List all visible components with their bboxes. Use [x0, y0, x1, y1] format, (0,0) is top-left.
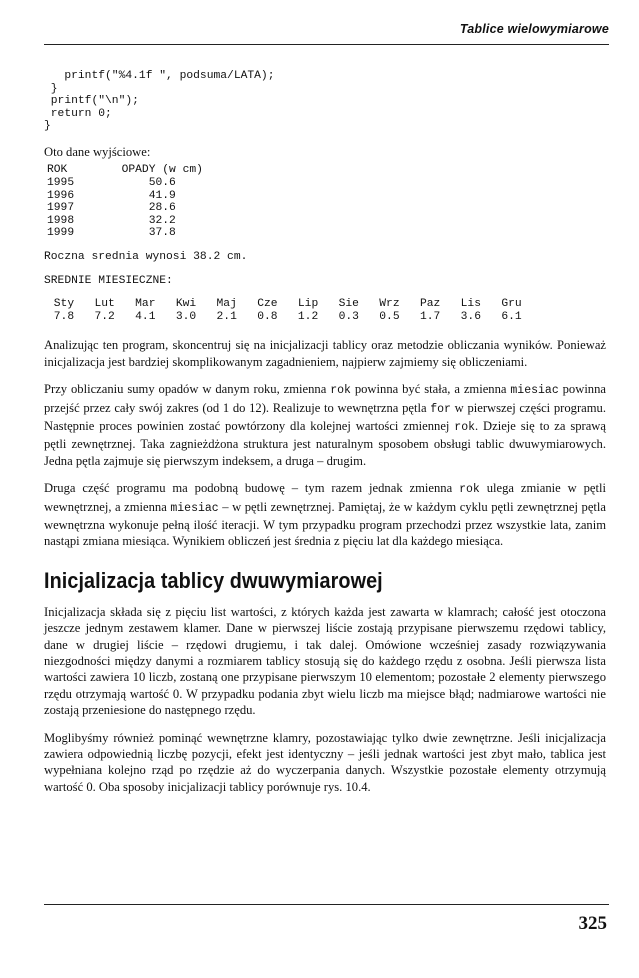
- year-cell: 1997: [47, 202, 75, 215]
- month-label: Mar: [128, 298, 156, 311]
- inline-code: miesiac: [170, 501, 219, 515]
- text-run: Przy obliczaniu sumy opadów w danym roku, zmienna: [44, 382, 331, 397]
- month-label: Lip: [291, 298, 319, 311]
- month-label: Lut: [87, 298, 115, 311]
- monthly-title: SREDNIE MIESIECZNE:: [44, 274, 173, 287]
- year-cell: 1999: [47, 227, 75, 240]
- month-label: Paz: [413, 298, 441, 311]
- rainfall-cell: 50.6: [148, 176, 176, 189]
- inline-code: rok: [459, 483, 480, 497]
- month-value: 0.8: [250, 310, 278, 323]
- month-value: 2.1: [209, 310, 237, 323]
- rainfall-cell: 28.6: [148, 202, 176, 215]
- column-header: ROK: [47, 164, 68, 177]
- monthly-averages-table: [47, 298, 606, 323]
- table-row: [47, 177, 606, 190]
- rainfall-cell: 41.9: [148, 189, 176, 202]
- month-value: 1.7: [413, 310, 441, 323]
- page-number: 325: [578, 913, 607, 934]
- table-row: [47, 164, 606, 177]
- month-label: Cze: [250, 298, 278, 311]
- text-run: . Dzieje się to za sprawą pętli zewnętrznej. Taka zagnieżdżona struktura jest naturalnym sposobem obsługi tablic dwuwymiarowych. Jedna pętla zajmuje się pierwszym indeksem, a druga – drugim.: [44, 418, 606, 468]
- text-run: ulega zmianie w pętli wewnętrznej, a zmienna: [44, 481, 606, 514]
- footer-rule: [44, 904, 609, 905]
- month-value: 1.2: [291, 310, 319, 323]
- table-row: [47, 202, 606, 215]
- paragraph-initialization: Inicjalizacja składa się z pięciu list wartości, z których każda jest zawarta w klamrach; całość jest otoczona jeszcze jednym zestawem klamer. Dane w pierwszej liście zostają przypisane pierwszemu rzędowi tablicy, dane w drugiej liście – rzędowi drugiemu, i tak dalej. Omówione wcześniej zasady rozwiązywania niezgodności między danymi a rozmiarem tablicy stosują się do każdego rzędu z osobna. Jeśli pierwsza lista wartości zawiera 10 liczb, zostaną one przypisane pierwszym 10 elementom; pozostałe 2 elementy pierwszego rzędu otrzymają wartość 0. W przypadku podania zbyt wielu liczb ma miejsce błąd; nadmiarowe wartości nie zostają przeniesione do następnego rzędu.: [44, 604, 606, 718]
- month-label: Wrz: [372, 298, 400, 311]
- month-label: Gru: [494, 298, 522, 311]
- month-label: Lis: [453, 298, 481, 311]
- table-row: [47, 311, 606, 324]
- text-run: powinna być stała, a zmienna: [350, 382, 511, 397]
- code-listing: printf("%4.1f ", podsuma/LATA); } printf("\n"); return 0; }: [44, 70, 275, 133]
- text-run: powinna przejść przez cały swój zakres (od 1 do 12). Realizuje to wewnętrzna pętla: [44, 382, 606, 415]
- average-line: Roczna srednia wynosi 38.2 cm.: [44, 250, 248, 263]
- text-run: – w pętli zewnętrznej. Pamiętaj, że w każdym cyklu pętli zewnętrznej pętla wewnętrzna wykonuje pełną ilość iteracji. W tym przypadku program przechodzi przez wszystkie lata, zanim nastąpi zmiana miesiąca. Wynikiem obliczeń jest średnia z pięciu lat dla każdego miesiąca.: [44, 499, 606, 549]
- rainfall-cell: 32.2: [148, 214, 176, 227]
- paragraph-analysis: Analizując ten program, skoncentruj się na inicjalizacji tablicy oraz metodzie obliczania wyników. Ponieważ inicjalizacja jest bardziej skomplikowanym zagadnieniem, najpierw zajmiemy się obliczeniami.: [44, 338, 606, 369]
- year-cell: 1998: [47, 214, 75, 227]
- section-heading: Inicjalizacja tablicy dwuwymiarowej: [44, 567, 383, 593]
- column-header: OPADY (w cm): [121, 164, 203, 177]
- paragraph-second-part: [44, 480, 606, 550]
- running-header-title: Tablice wielowymiarowe: [459, 22, 609, 36]
- running-header: [44, 20, 609, 45]
- paragraph-sum-calculation: [44, 381, 606, 469]
- month-value: 6.1: [494, 310, 522, 323]
- table-row: [47, 215, 606, 228]
- inline-code: for: [430, 402, 451, 416]
- month-label: Kwi: [169, 298, 197, 311]
- month-label: Sty: [47, 298, 75, 311]
- rainfall-cell: 37.8: [148, 227, 176, 240]
- output-table: [47, 164, 606, 240]
- output-intro: Oto dane wyjściowe:: [44, 144, 151, 159]
- year-cell: 1995: [47, 176, 75, 189]
- month-value: 0.5: [372, 310, 400, 323]
- table-row: [47, 227, 606, 240]
- table-row: [47, 190, 606, 203]
- inline-code: miesiac: [510, 384, 559, 398]
- inline-code: rok: [330, 384, 351, 398]
- month-value: 3.6: [453, 310, 481, 323]
- month-value: 4.1: [128, 310, 156, 323]
- month-label: Sie: [331, 298, 359, 311]
- inline-code: rok: [454, 420, 476, 434]
- table-row: [47, 298, 606, 311]
- month-value: 7.2: [87, 310, 115, 323]
- paragraph-inner-braces: Moglibyśmy również pominąć wewnętrzne klamry, pozostawiając tylko dwie zewnętrzne. Jeśli inicjalizacja zawiera odpowiednią liczbę pozycji, efekt jest identyczny – jeśli jednak wartości jest zbyt mało, tablica jest wypełniana kolejno rząd po rzędzie aż do wyczerpania danych. Wszystkie pozostałe elementy otrzymują wartość 0. Oba sposoby inicjalizacji tablicy porównuje rys. 10.4.: [44, 730, 606, 794]
- page-content: [44, 68, 606, 795]
- month-value: 3.0: [169, 310, 197, 323]
- month-label: Maj: [209, 298, 237, 311]
- text-run: w pierwszej części programu. Następnie proces powinien zostać powtórzony dla kolejnej wartości zmiennej: [44, 400, 606, 433]
- month-value: 7.8: [47, 310, 75, 323]
- year-cell: 1996: [47, 189, 75, 202]
- month-value: 0.3: [331, 310, 359, 323]
- text-run: Druga część programu ma podobną budowę – tym razem jednak zmienna: [44, 481, 460, 496]
